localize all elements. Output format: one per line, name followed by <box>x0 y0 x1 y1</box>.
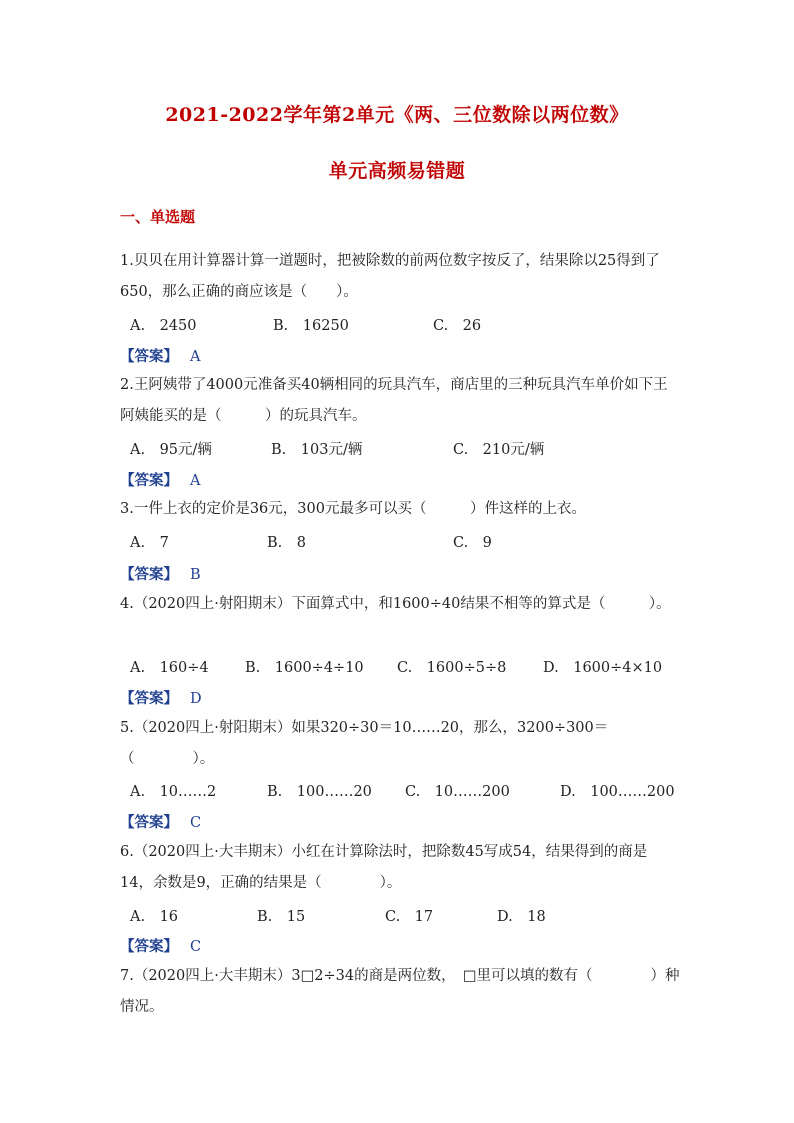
answer-label: 【答案】 <box>120 814 178 831</box>
option: A. 160÷4 <box>130 660 209 676</box>
option: C. 9 <box>453 535 492 551</box>
option: D. 1600÷4×10 <box>543 660 663 676</box>
question-7: 7.（2020四上·大丰期末）3□2÷34的商是两位数， □里可以填的数有（ ）种情况。 <box>120 968 680 1015</box>
option: A. 10……2 <box>130 784 217 800</box>
question-5-options <box>120 780 720 800</box>
question-6-options <box>120 905 720 925</box>
option: A. 7 <box>130 535 169 551</box>
answer-label: 【答案】 <box>120 938 178 955</box>
option: D. 18 <box>497 909 546 925</box>
option: D. 100……200 <box>560 784 675 800</box>
option: B. 16250 <box>273 318 349 334</box>
answer-value: D <box>190 691 202 707</box>
answer-value: A <box>190 349 201 365</box>
option: C. 17 <box>385 909 434 925</box>
question-4-options <box>120 656 720 676</box>
answer-value: C <box>190 939 202 955</box>
question-2-options <box>120 438 720 458</box>
answer-3 <box>120 563 201 584</box>
answer-4 <box>120 687 202 708</box>
answer-label: 【答案】 <box>120 472 178 489</box>
option: A. 16 <box>130 909 179 925</box>
option: C. 1600÷5÷8 <box>397 660 507 676</box>
answer-5 <box>120 811 201 832</box>
question-3: 3.一件上衣的定价是36元，300元最多可以买（ ）件这样的上衣。 <box>120 501 586 517</box>
question-6: 6.（2020四上·大丰期末）小红在计算除法时，把除数45写成54，结果得到的商是14，余数是9，正确的结果是（ ）。 <box>120 844 648 891</box>
option: B. 103元/辆 <box>271 442 363 458</box>
answer-value: B <box>190 567 201 583</box>
option: B. 1600÷4÷10 <box>245 660 364 676</box>
document-title: 2021-2022学年第2单元《两、三位数除以两位数》 <box>165 104 629 126</box>
option: C. 26 <box>433 318 482 334</box>
answer-1 <box>120 345 200 366</box>
option: B. 8 <box>267 535 306 551</box>
answer-label: 【答案】 <box>120 348 178 365</box>
option: C. 10……200 <box>405 784 510 800</box>
answer-value: A <box>190 473 201 489</box>
question-4: 4.（2020四上·射阳期末）下面算式中，和1600÷40结果不相等的算式是（ ）。 <box>120 596 671 612</box>
answer-6 <box>120 935 201 956</box>
document-subtitle: 单元高频易错题 <box>328 160 466 182</box>
section-heading: 一、单选题 <box>120 208 196 226</box>
answer-value: C <box>190 815 202 831</box>
question-1-options <box>120 314 720 334</box>
option: A. 2450 <box>130 318 197 334</box>
option: A. 95元/辆 <box>130 442 212 458</box>
answer-label: 【答案】 <box>120 566 178 583</box>
question-1: 1.贝贝在用计算器计算一道题时，把被除数的前两位数字按反了，结果除以25得到了650，那么正确的商应该是（ ）。 <box>120 253 660 300</box>
option: B. 15 <box>257 909 306 925</box>
answer-label: 【答案】 <box>120 690 178 707</box>
option: C. 210元/辆 <box>453 442 545 458</box>
question-3-options <box>120 531 720 551</box>
question-2: 2.王阿姨带了4000元准备买40辆相同的玩具汽车，商店里的三种玩具汽车单价如下王阿姨能买的是（ ）的玩具汽车。 <box>120 377 668 424</box>
answer-2 <box>120 469 200 490</box>
question-5: 5.（2020四上·射阳期末）如果320÷30＝10……20，那么，3200÷300＝（ ）。 <box>120 720 609 767</box>
option: B. 100……20 <box>267 784 372 800</box>
